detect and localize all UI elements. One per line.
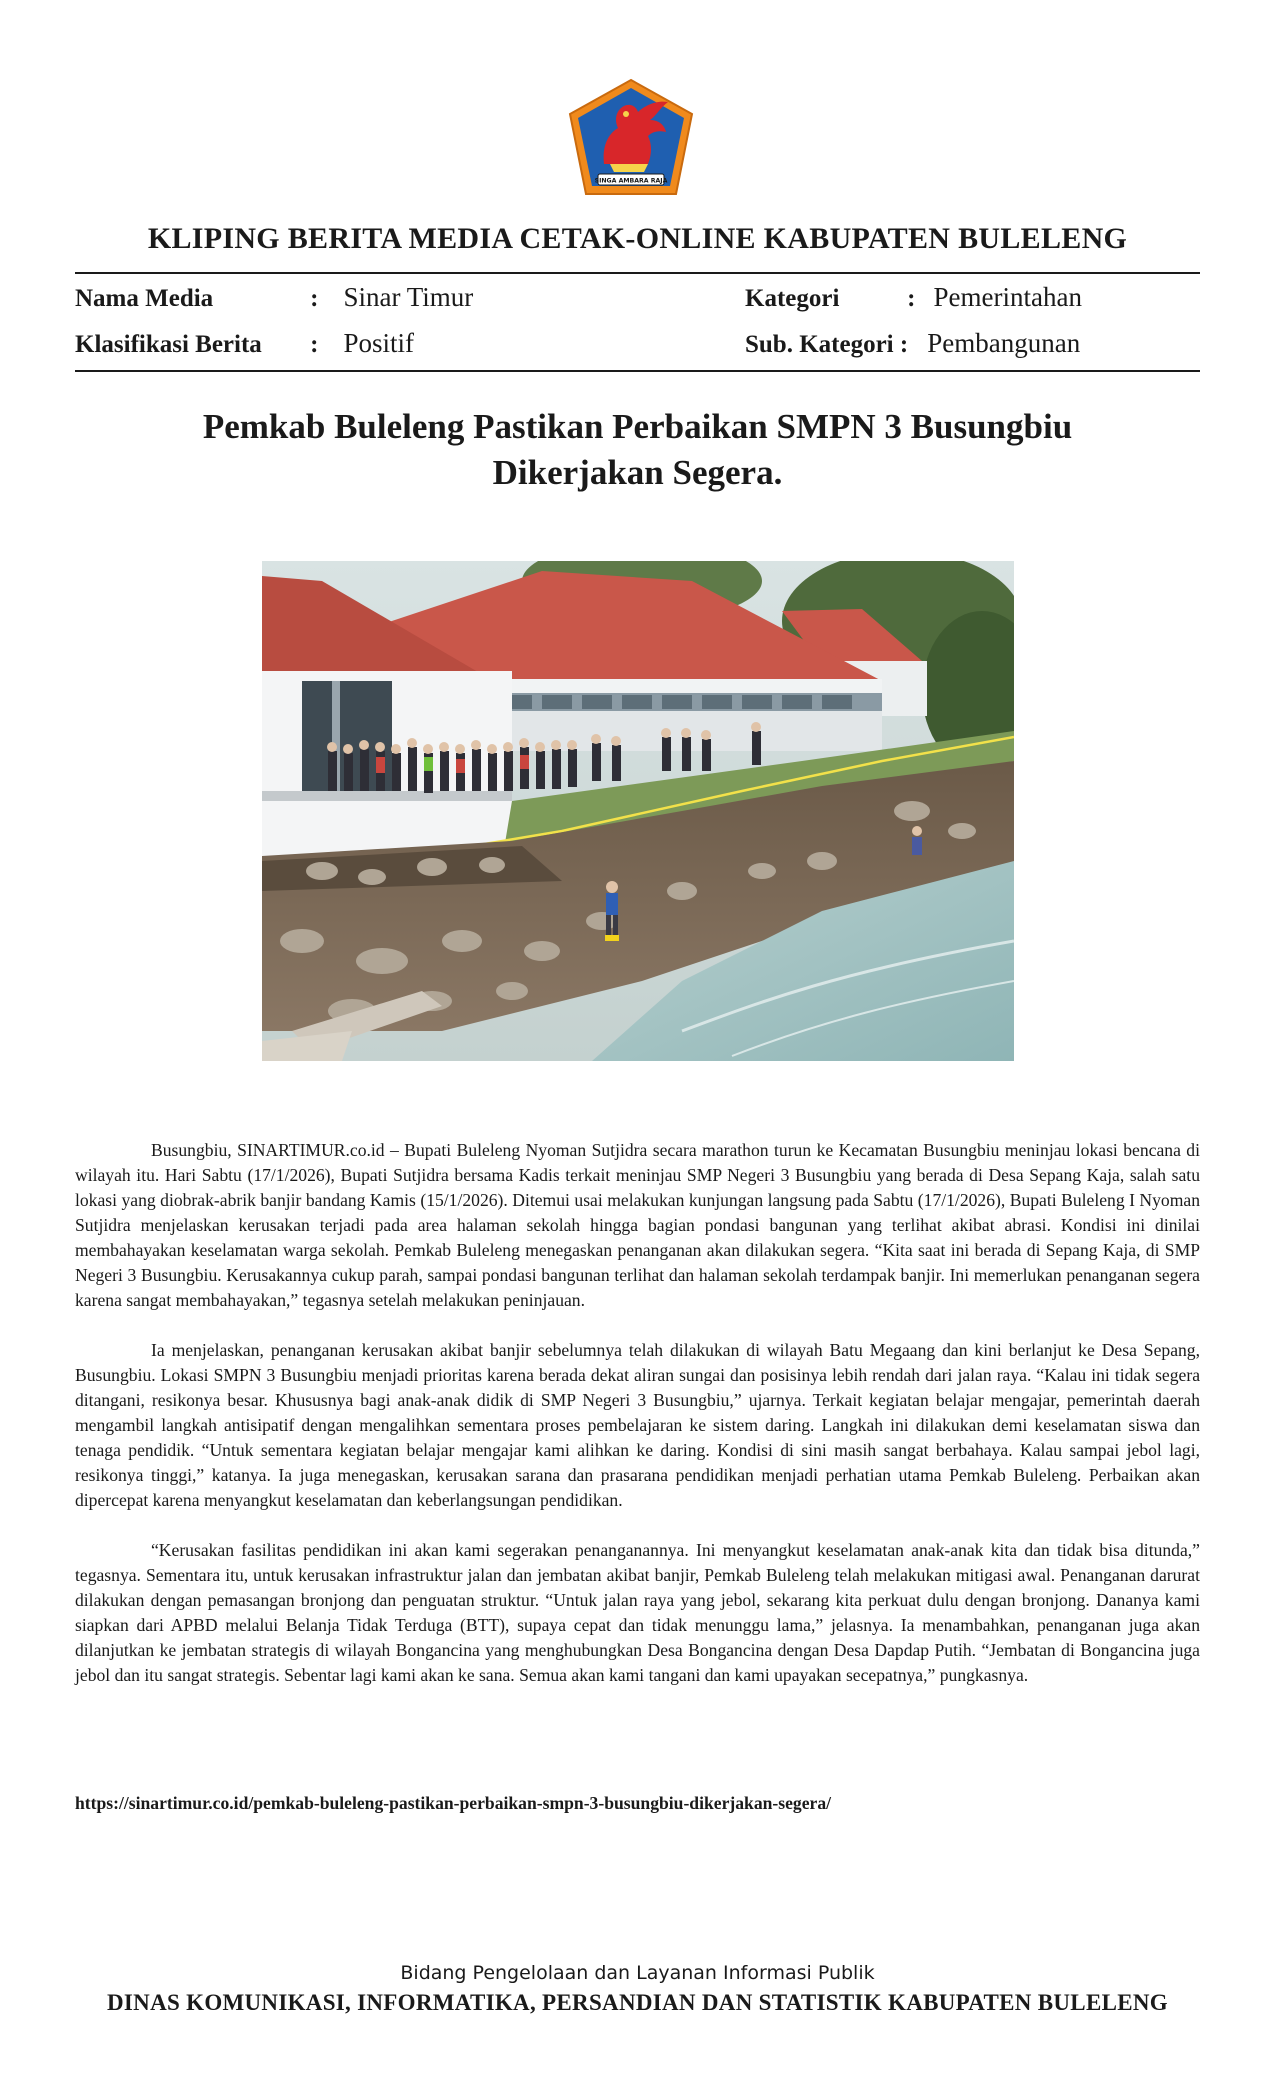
headline-line-2: Dikerjakan Segera. bbox=[492, 453, 783, 492]
article-headline bbox=[120, 404, 1155, 496]
header-divider-bottom bbox=[75, 370, 1200, 372]
logo-ribbon-text: SINGA AMBARA RAJA bbox=[594, 177, 668, 185]
nama-media-label: Nama Media bbox=[75, 285, 214, 312]
clipping-header-title: KLIPING BERITA MEDIA CETAK-ONLINE KABUPATEN BULELENG bbox=[147, 222, 1128, 255]
news-photo-flood-damaged-school bbox=[262, 561, 1014, 1061]
meta-nama-media bbox=[75, 282, 473, 313]
meta-klasifikasi-berita bbox=[75, 328, 414, 359]
footer-agency-name: DINAS KOMUNIKASI, INFORMATIKA, PERSANDIAN DAN STATISTIK KABUPATEN BULELENG bbox=[107, 1990, 1168, 2015]
article-body bbox=[75, 1138, 1200, 1713]
article-paragraph-3: “Kerusakan fasilitas pendidikan ini akan kami segerakan penanganannya. Ini menyangkut keselamatan anak-anak kita dan tidak bisa ditunda,” tegasnya. Sementara itu, untuk kerusakan infrastruktur jalan dan jembatan akibat banjir, Pemkab Buleleng telah melakukan mitigasi awal. Penanganan darurat dilakukan dengan pemasangan bronjong dan penguatan struktur. “Untuk jalan raya yang jebol, sekarang kita perkuat dulu dengan bronjong. Dananya kami siapkan dari APBD melalui Belanja Tidak Terduga (BTT), supaya cepat dan tidak menunggu lama,” jelasnya. Ia menambahkan, penanganan juga akan dilanjutkan ke jembatan strategis di wilayah Bongancina yang menghubungkan Desa Bongancina dengan Desa Dapdap Putih. “Jembatan di Bongancina juga jebol dan itu sangat strategis. Sebentar lagi kami akan ke sana. Semua akan kami tangani dan kami upayakan secepatnya,” pungkasnya. bbox=[75, 1540, 1200, 1685]
article-paragraph-2: Ia menjelaskan, penanganan kerusakan akibat banjir sebelumnya telah dilakukan di wilayah Batu Megaang dan kini berlanjut ke Desa Sepang, Busungbiu. Lokasi SMPN 3 Busungbiu menjadi prioritas karena berada dekat aliran sungai dan posisinya lebih rendah dari jalan raya. “Kalau ini tidak segera ditangani, resikonya besar. Khususnya bagi anak-anak didik di SMP Negeri 3 Busungbiu,” ujarnya. Terkait kegiatan belajar mengajar, pemerintah daerah mengambil langkah antisipatif dengan mengalihkan sementara proses pembelajaran ke sistem daring. Langkah ini dilakukan demi keselamatan siswa dan tenaga pendidik. “Untuk sementara kegiatan belajar mengajar kami alihkan ke daring. Kondisi di sini masih sangat berbahaya. Kalau sampai jebol lagi, resikonya tinggi,” katanya. Ia juga menegaskan, kerusakan sarana dan prasarana pendidikan menjadi perhatian utama Pemkab Buleleng. Perbaikan akan dipercepat karena menyangkut keselamatan dan keberlangsungan pendidikan. bbox=[75, 1340, 1200, 1510]
kategori-colon: : bbox=[907, 285, 916, 312]
footer-division-name: Bidang Pengelolaan dan Layanan Informasi Publik bbox=[400, 1962, 875, 1984]
source-url-link[interactable]: https://sinartimur.co.id/pemkab-buleleng-pastikan-perbaikan-smpn-3-busungbiu-dikerjakan-segera/ bbox=[75, 1793, 832, 1813]
buleleng-emblem-logo bbox=[564, 76, 698, 200]
klasifikasi-value: Positif bbox=[343, 328, 415, 358]
klasifikasi-label: Klasifikasi Berita bbox=[75, 331, 262, 358]
nama-media-value: Sinar Timur bbox=[343, 282, 474, 312]
nama-media-colon: : bbox=[310, 285, 319, 312]
kategori-value: Pemerintahan bbox=[933, 282, 1082, 312]
meta-sub-kategori bbox=[745, 328, 1080, 359]
header-divider-top bbox=[75, 272, 1200, 274]
meta-kategori bbox=[745, 282, 1082, 313]
sub-kategori-value: Pembangunan bbox=[927, 328, 1081, 358]
article-paragraph-1: Busungbiu, SINARTIMUR.co.id – Bupati Buleleng Nyoman Sutjidra secara marathon turun ke Kecamatan Busungbiu meninjau lokasi bencana di wilayah itu. Hari Sabtu (17/1/2026), Bupati Sutjidra bersama Kadis terkait meninjau SMP Negeri 3 Busungbiu yang berada di Desa Sepang Kaja, salah satu lokasi yang diobrak-abrik banjir bandang Kamis (15/1/2026). Ditemui usai melakukan kunjungan langsung pada Sabtu (17/1/2026), Bupati Buleleng I Nyoman Sutjidra menjelaskan kerusakan terjadi pada area halaman sekolah hingga bagian pondasi bangunan yang terlihat akibat abrasi. Kondisi ini dinilai membahayakan keselamatan warga sekolah. Pemkab Buleleng menegaskan penanganan akan dilakukan segera. “Kita saat ini berada di Sepang Kaja, di SMP Negeri 3 Busungbiu. Kerusakannya cukup parah, sampai pondasi bangunan terlihat dan halaman sekolah terdampak banjir. Ini memerlukan penanganan segera karena sangat membahayakan,” tegasnya setelah melakukan peninjauan. bbox=[75, 1140, 1200, 1310]
klasifikasi-colon: : bbox=[310, 331, 319, 358]
headline-line-1: Pemkab Buleleng Pastikan Perbaikan SMPN 3 Busungbiu bbox=[202, 407, 1073, 446]
sub-kategori-label: Sub. Kategori : bbox=[745, 331, 909, 358]
kategori-label: Kategori bbox=[745, 285, 840, 312]
